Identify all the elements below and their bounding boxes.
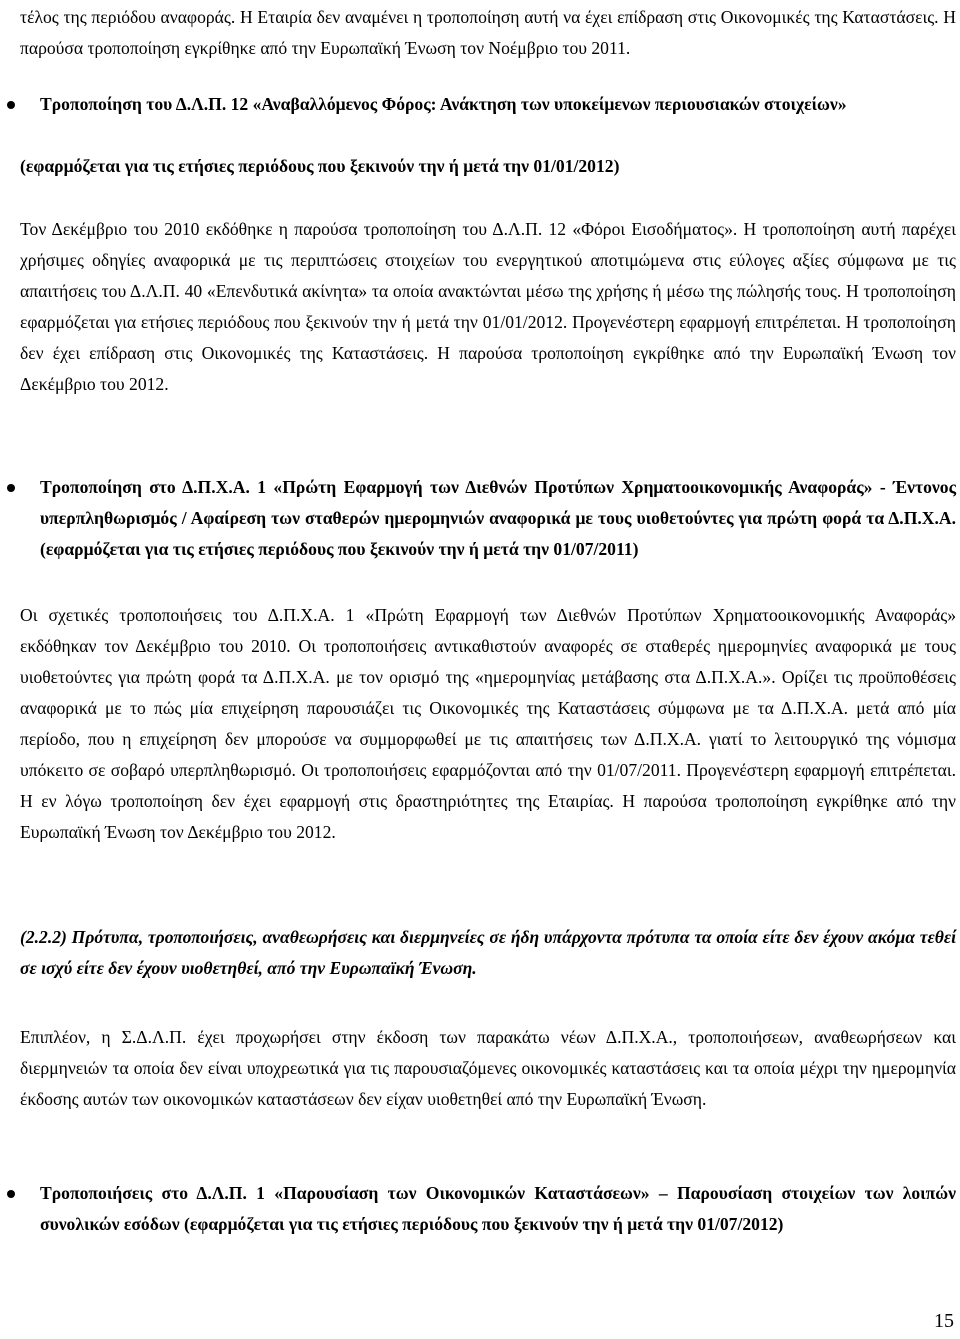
section2-applicability-text: (εφαρμόζεται για τις ετήσιες περιόδους που ξεκινούν την ή μετά την 01/07/2011) — [40, 539, 639, 559]
section1-body: Τον Δεκέμβριο του 2010 εκδόθηκε η παρούσα τροποποίηση του Δ.Λ.Π. 12 «Φόροι Εισοδήματος». Η τροποποίηση αυτή παρέχει χρήσιμες οδηγίες αναφορικά με τις περιπτώσεις στοιχείων του ενεργητικού αποτιμώμενα στις εύλογες αξίες σύμφωνα με τις απαιτήσεις του Δ.Λ.Π. 40 «Επενδυτικά ακίνητα» τα οποία ανακτώνται μέσω της χρήσης ή μέσω της πώλησής τους. Η τροποποίηση εφαρμόζεται για ετήσιες περιόδους που ξεκινούν την ή μετά την 01/01/2012. Προγενέστερη εφαρμογή επιτρέπεται. Η τροποποίηση δεν έχει επίδραση στις Οικονομικές της Καταστάσεις. Η παρούσα τροποποίηση εγκρίθηκε από την Ευρωπαϊκή Ένωση τον Δεκέμβριο του 2012. — [20, 219, 956, 394]
section1-heading-title: Τροποποίηση του Δ.Λ.Π. 12 «Αναβαλλόμενος Φόρος: Ανάκτηση των υποκείμενων περιουσιακών στοιχείων» — [40, 94, 847, 114]
section1-applicability — [20, 151, 956, 182]
bullet-icon — [7, 484, 15, 492]
section3-body: Επιπλέον, η Σ.Δ.Λ.Π. έχει προχωρήσει στην έκδοση των παρακάτω νέων Δ.Π.Χ.Α., τροποποιήσεων, αναθεωρήσεων και διερμηνειών τα οποία δεν είναι υποχρεωτικά για τις παρουσιαζόμενες οικονομικές καταστάσεις και τα οποία μέχρι την ημερομηνία έκδοσης αυτών των οικονομικών καταστάσεων δεν είχαν υιοθετηθεί από την Ευρωπαϊκή Ένωση. — [20, 1027, 956, 1109]
section3-heading-text: (2.2.2) Πρότυπα, τροποποιήσεις, αναθεωρήσεις και διερμηνείες σε ήδη υπάρχοντα πρότυπα τα οποία είτε δεν έχουν ακόμα τεθεί σε ισχύ είτε δεν έχουν υιοθετηθεί, από την Ευρωπαϊκή Ένωση. — [20, 927, 956, 978]
section2-heading-title: Τροποποίηση στο Δ.Π.Χ.Α. 1 «Πρώτη Εφαρμογή των Διεθνών Προτύπων Χρηματοοικονομικής Αναφοράς» - Έντονος υπερπληθωρισμός / Αφαίρεση των σταθερών ημερομηνιών αναφορικά με τους υιοθετούντες για πρώτη φορά τα Δ.Π.Χ.Α. — [40, 477, 956, 528]
section1-applicability-text: (εφαρμόζεται για τις ετήσιες περιόδους που ξεκινούν την ή μετά την 01/01/2012) — [20, 156, 620, 176]
section1-heading — [40, 89, 956, 120]
section3-heading — [20, 922, 956, 984]
bullet-icon — [7, 101, 15, 109]
section4-heading-title: Τροποποιήσεις στο Δ.Λ.Π. 1 «Παρουσίαση των Οικονομικών Καταστάσεων» — [40, 1183, 650, 1203]
section4-heading-applicability: (εφαρμόζεται για τις ετήσιες περιόδους που ξεκινούν την ή μετά την 01/07/2012) — [179, 1214, 784, 1234]
section2-body: Οι σχετικές τροποποιήσεις του Δ.Π.Χ.Α. 1 «Πρώτη Εφαρμογή των Διεθνών Προτύπων Χρηματοοικονομικής Αναφοράς» εκδόθηκαν τον Δεκέμβριο του 2010. Οι τροποποιήσεις αντικαθιστούν αναφορές σε σταθερές ημερομηνίες αναφορικά με τους υιοθετούντες για πρώτη φορά τα Δ.Π.Χ.Α. με τον ορισμό της «ημερομηνίας μετάβασης στα Δ.Π.Χ.Α.». Ορίζει τις προϋποθέσεις αναφορικά με το πώς μία επιχείρηση παρουσιάζει τις Οικονομικές της Καταστάσεις σύμφωνα με τα Δ.Π.Χ.Α. μετά από μία περίοδο, που η επιχείρηση δεν μπορούσε να συμμορφωθεί με τις απαιτήσεις των Δ.Π.Χ.Α. γιατί το λειτουργικό της νόμισμα υπόκειτο σε σοβαρό υπερπληθωρισμό. Οι τροποποιήσεις εφαρμόζονται από την 01/07/2011. Προγενέστερη εφαρμογή επιτρέπεται. Η εν λόγω τροποποίηση δεν έχει εφαρμογή στις δραστηριότητες της Εταιρίας. Η παρούσα τροποποίηση εγκρίθηκε από την Ευρωπαϊκή Ένωση τον Δεκέμβριο του 2012. — [20, 605, 956, 842]
intro-paragraph: τέλος της περιόδου αναφοράς. Η Εταιρία δεν αναμένει η τροποποίηση αυτή να έχει επίδραση στις Οικονομικές της Καταστάσεις. Η παρούσα τροποποίηση εγκρίθηκε από την Ευρωπαϊκή Ένωση τον Νοέμβριο του 2011. — [20, 7, 956, 58]
section2-heading — [40, 472, 956, 565]
bullet-icon — [7, 1190, 15, 1198]
section4-heading — [40, 1178, 956, 1240]
section4-heading-separator: – — [649, 1183, 677, 1203]
page-number: 15 — [934, 1310, 954, 1332]
section4-heading-subtitle: Παρουσίαση στοιχείων των λοιπών συνολικών εσόδων — [40, 1183, 956, 1234]
